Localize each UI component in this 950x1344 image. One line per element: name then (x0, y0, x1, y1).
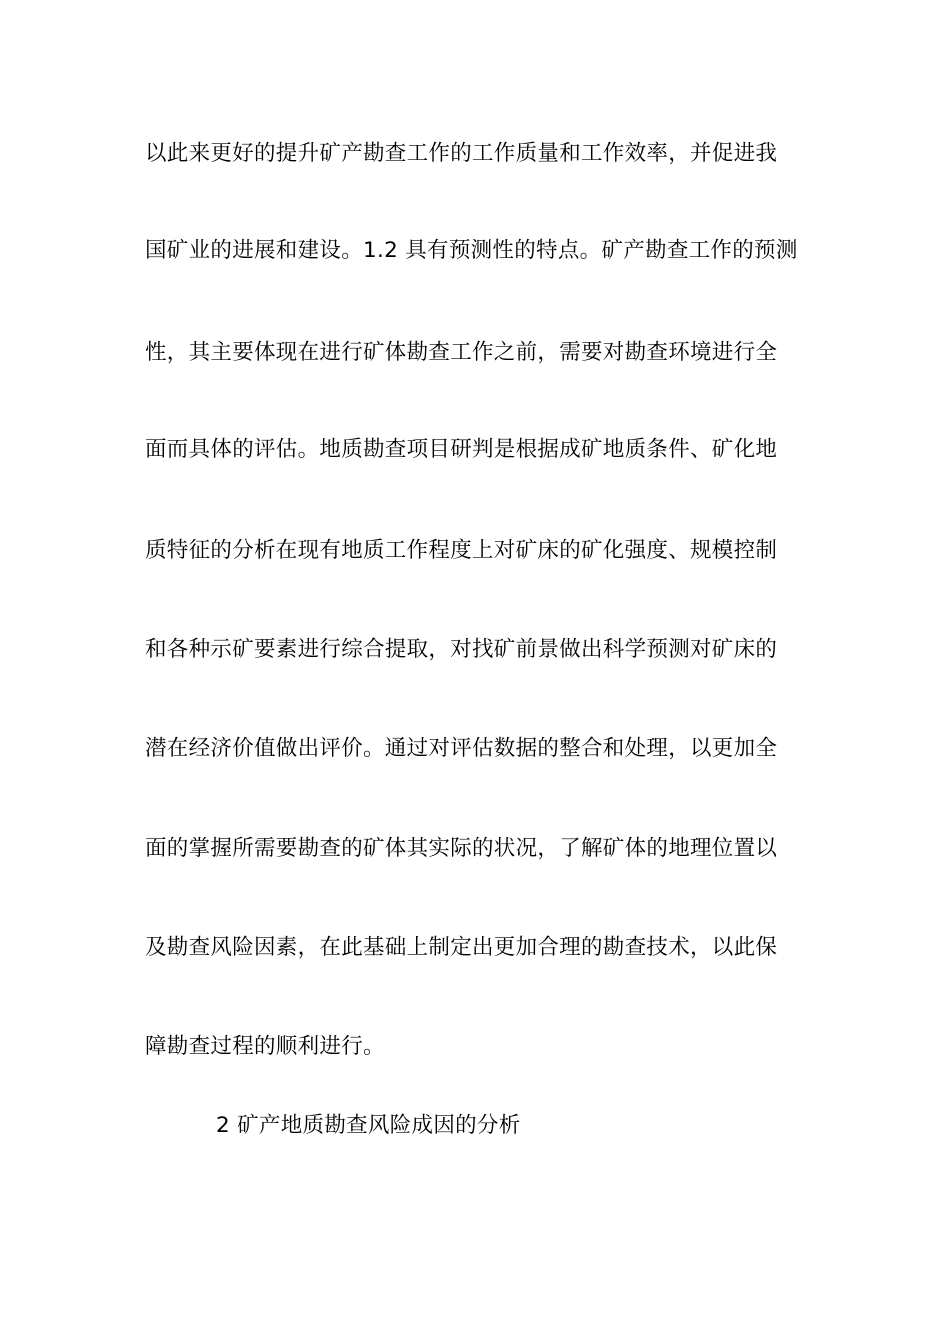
section-heading: 2 矿产地质勘查风险成因的分析 (216, 1113, 521, 1138)
paragraph-line-2: 国矿业的进展和建设。1.2 具有预测性的特点。矿产勘查工作的预测 (145, 238, 798, 263)
paragraph-line-8: 面的掌握所需要勘查的矿体其实际的状况，了解矿体的地理位置以 (145, 836, 778, 861)
paragraph-line-9: 及勘查风险因素，在此基础上制定出更加合理的勘查技术，以此保 (145, 935, 778, 960)
paragraph-line-4: 面而具体的评估。地质勘查项目研判是根据成矿地质条件、矿化地 (145, 437, 778, 462)
paragraph-line-3: 性，其主要体现在进行矿体勘查工作之前，需要对勘查环境进行全 (145, 340, 778, 365)
paragraph-line-6: 和各种示矿要素进行综合提取，对找矿前景做出科学预测对矿床的 (145, 637, 778, 662)
paragraph-line-10: 障勘查过程的顺利进行。 (145, 1034, 385, 1059)
paragraph-line-7: 潜在经济价值做出评价。通过对评估数据的整合和处理，以更加全 (145, 736, 778, 761)
paragraph-line-5: 质特征的分析在现有地质工作程度上对矿床的矿化强度、规模控制 (145, 538, 778, 563)
paragraph-line-1: 以此来更好的提升矿产勘查工作的工作质量和工作效率，并促进我 (145, 141, 778, 166)
